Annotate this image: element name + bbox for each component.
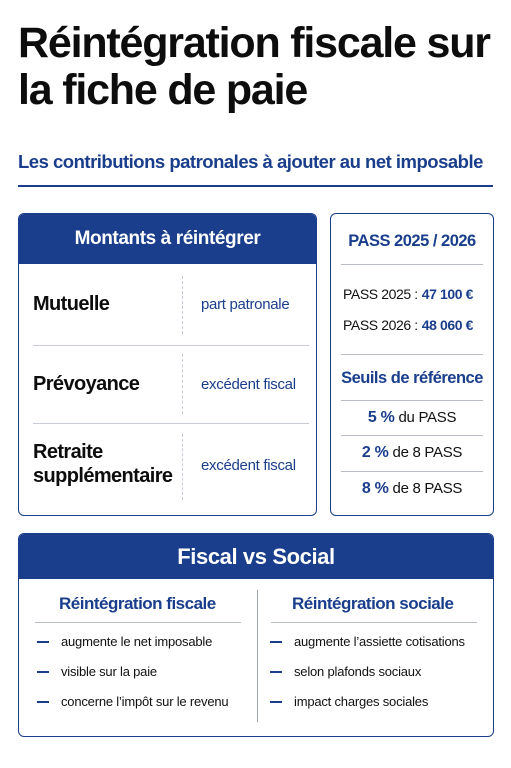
dash-icon xyxy=(37,671,49,673)
montant-label: Mutuelle xyxy=(33,293,110,315)
montants-header: Montants à réintégrer xyxy=(19,214,316,264)
seuil-separator xyxy=(341,435,483,436)
seuil-separator xyxy=(341,400,483,401)
dash-icon xyxy=(37,701,49,703)
dash-icon xyxy=(270,671,282,673)
fiscal-item-text: concerne l’impôt sur le revenu xyxy=(61,694,229,709)
row-divider xyxy=(182,276,183,334)
montant-label: Retraite supplémentaire xyxy=(33,441,173,487)
dash-icon xyxy=(270,641,282,643)
social-column-title: Réintégration sociale xyxy=(292,594,454,613)
montant-row-retraite xyxy=(19,424,316,514)
social-item xyxy=(270,634,465,649)
pass-label: PASS 2026 : xyxy=(343,317,418,333)
title-divider xyxy=(18,185,493,187)
pass-separator xyxy=(341,264,483,265)
fiscal-item xyxy=(37,694,228,709)
seuil-separator xyxy=(341,471,483,472)
pass-panel xyxy=(330,213,494,516)
montant-value: excédent fiscal xyxy=(201,457,296,474)
column-rule xyxy=(35,622,241,623)
seuil-text: de 8 PASS xyxy=(392,444,463,461)
montant-value: part patronale xyxy=(201,296,290,313)
dash-icon xyxy=(37,641,49,643)
row-divider xyxy=(182,354,183,414)
montant-value: excédent fiscal xyxy=(201,376,296,393)
pass-title: PASS 2025 / 2026 xyxy=(348,232,476,250)
column-rule xyxy=(271,622,477,623)
montant-row-prevoyance xyxy=(19,346,316,424)
fiscal-item xyxy=(37,664,157,679)
social-item xyxy=(270,694,428,709)
seuil-percent: 2 % xyxy=(361,444,389,461)
montant-row-mutuelle xyxy=(19,266,316,346)
page-title: Réintégration fiscale sur la fiche de paie xyxy=(18,19,490,114)
pass-row-2025 xyxy=(343,286,473,302)
seuil-row xyxy=(331,409,493,427)
seuil-percent: 8 % xyxy=(361,480,389,497)
fiscal-item-text: augmente le net imposable xyxy=(61,634,213,649)
fiscal-item xyxy=(37,634,212,649)
dash-icon xyxy=(270,701,282,703)
social-item xyxy=(270,664,421,679)
seuil-text: du PASS xyxy=(398,409,457,426)
pass-value: 47 100 € xyxy=(421,286,474,302)
social-item-text: augmente l’assiette cotisations xyxy=(294,634,465,649)
social-item-text: impact charges sociales xyxy=(294,694,429,709)
fiscal-column-title: Réintégration fiscale xyxy=(59,594,216,613)
seuil-text: de 8 PASS xyxy=(392,480,463,497)
fiscal-item-text: visible sur la paie xyxy=(61,664,157,679)
column-divider xyxy=(257,590,258,722)
fiscal-vs-social-header: Fiscal vs Social xyxy=(19,534,493,579)
social-item-text: selon plafonds sociaux xyxy=(294,664,422,679)
pass-separator xyxy=(341,354,483,355)
page-subtitle: Les contributions patronales à ajouter au net imposable xyxy=(18,151,483,172)
montant-label: Prévoyance xyxy=(33,373,140,395)
seuils-title: Seuils de référence xyxy=(341,369,483,387)
seuil-row xyxy=(331,480,493,498)
row-divider xyxy=(182,434,183,500)
fiscal-vs-social-panel xyxy=(18,533,494,737)
pass-row-2026 xyxy=(343,317,473,333)
pass-value: 48 060 € xyxy=(421,317,474,333)
seuil-row xyxy=(331,444,493,462)
seuil-percent: 5 % xyxy=(367,409,395,426)
pass-label: PASS 2025 : xyxy=(343,286,418,302)
montants-panel xyxy=(18,213,317,516)
